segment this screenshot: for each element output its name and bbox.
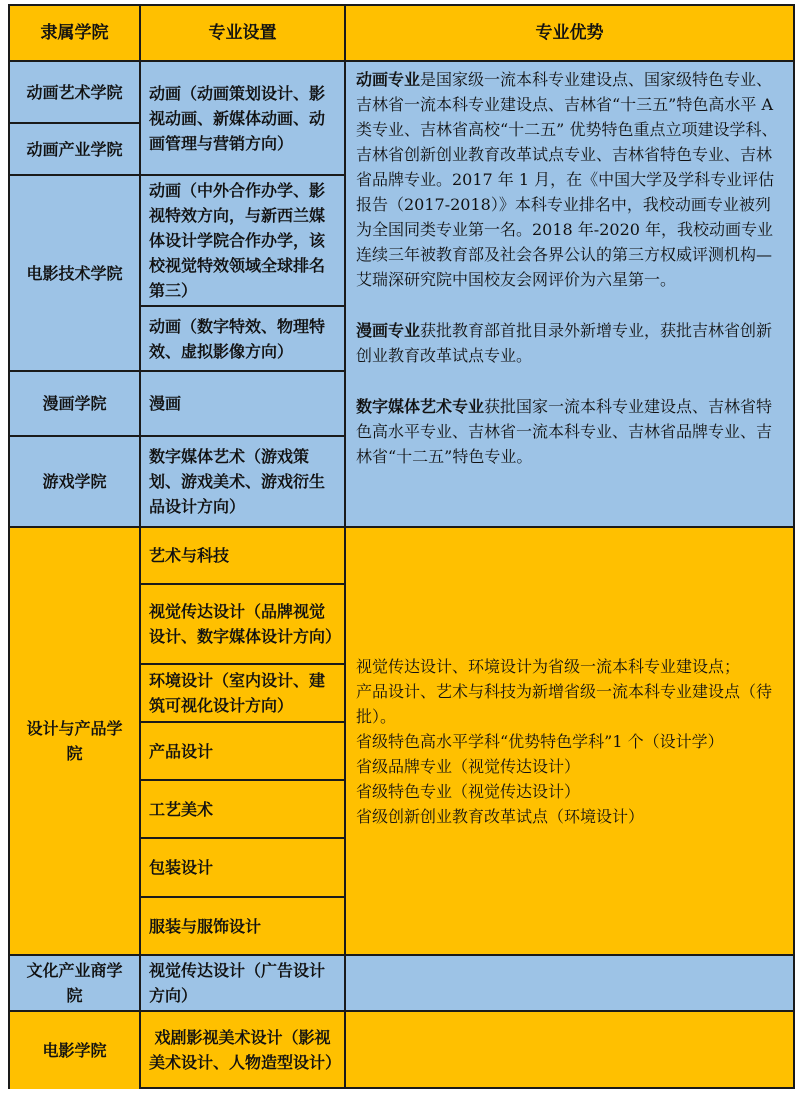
major-digital-media: 数字媒体艺术（游戏策划、游戏美术、游戏衍生品设计方向） (139, 435, 346, 528)
advantage-dma-text: 获批国家一流本科专业建设点、吉林省特色高水平专业、吉林省一流本科专业、吉林省品牌专业、吉林省“十二五”特色专业。 (356, 397, 773, 466)
advantage-animation-text: 是国家级一流本科专业建设点、国家级特色专业、吉林省一流本科专业建设点、吉林省“十三五”特色高水平 A 类专业、吉林省高校“十二五” 优势特色重点立项建设学科、吉林省创新创业教育改革试点专业、吉林省特色专业、吉林省品牌专业。2017 年 1 月，在《中国大学及学科专业评估报告（2017-2018）》本科专业排名中，我校动画专业被列为全国同类专业第一名。2018 年-2020 年，我校动画专业连续三年被教育部及社会各界公认的第三方权威评测机构—艾瑞深研究院中国校友会网评价为六星第一。 (356, 70, 778, 289)
advantage-culture-business (344, 954, 795, 1012)
major-environment: 环境设计（室内设计、建筑可视化设计方向） (139, 663, 346, 723)
major-packaging: 包装设计 (139, 837, 346, 898)
advantage-film (344, 1010, 795, 1089)
advantage-design-line: 省级创新创业教育改革试点（环境设计） (356, 806, 645, 826)
advantage-comics-text: 获批教育部首批目录外新增专业，获批吉林省创新创业教育改革试点专业。 (356, 321, 773, 365)
major-animation-intl: 动画（中外合作办学、影视特效方向，与新西兰媒体设计学院合作办学，该校视觉特效领域全球排名第三） (139, 174, 346, 307)
header-college: 隶属学院 (8, 4, 141, 62)
advantage-animation (356, 67, 783, 292)
advantage-comics (356, 318, 783, 368)
major-product: 产品设计 (139, 721, 346, 781)
advantage-design-line: 视觉传达设计、环境设计为省级一流本科专业建设点； (356, 656, 741, 676)
college-game: 游戏学院 (8, 435, 141, 528)
advantage-design-line: 省级品牌专业（视觉传达设计） (356, 756, 581, 776)
advantage-dma (356, 394, 783, 469)
advantage-dma-title: 数字媒体艺术专业 (356, 397, 485, 416)
advantage-comics-title: 漫画专业 (356, 321, 421, 340)
advantage-design-line: 省级特色高水平学科“优势特色学科”1 个（设计学） (356, 731, 724, 751)
header-advantage: 专业优势 (344, 4, 795, 62)
major-drama-film-art: 戏剧影视美术设计（影视美术设计、人物造型设计） (139, 1010, 346, 1089)
advantage-design-line: 产品设计、艺术与科技为新增省级一流本科专业建设点（待批）。 (356, 681, 773, 726)
major-art-tech: 艺术与科技 (139, 526, 346, 585)
college-comics: 漫画学院 (8, 370, 141, 437)
advantage-design-line: 省级特色专业（视觉传达设计） (356, 781, 581, 801)
major-crafts: 工艺美术 (139, 779, 346, 839)
college-animation-art: 动画艺术学院 (8, 60, 141, 124)
major-animation-vfx: 动画（数字特效、物理特效、虚拟影像方向） (139, 305, 346, 372)
advantage-animation-group (344, 60, 795, 528)
college-animation-industry: 动画产业学院 (8, 122, 141, 176)
advantage-design-group (344, 526, 795, 956)
college-culture-business: 文化产业商学院 (8, 954, 141, 1012)
college-film-tech: 电影技术学院 (8, 174, 141, 372)
major-comics: 漫画 (139, 370, 346, 437)
header-major: 专业设置 (139, 4, 346, 62)
major-visual-comm: 视觉传达设计（品牌视觉设计、数字媒体设计方向） (139, 583, 346, 665)
major-fashion: 服装与服饰设计 (139, 896, 346, 956)
major-visual-comm-ad: 视觉传达设计（广告设计方向） (139, 954, 346, 1012)
advantage-animation-title: 动画专业 (356, 70, 421, 89)
college-design-product: 设计与产品学院 (8, 526, 141, 956)
major-animation-main: 动画（动画策划设计、影视动画、新媒体动画、动画管理与营销方向） (139, 60, 346, 176)
college-film: 电影学院 (8, 1010, 141, 1089)
